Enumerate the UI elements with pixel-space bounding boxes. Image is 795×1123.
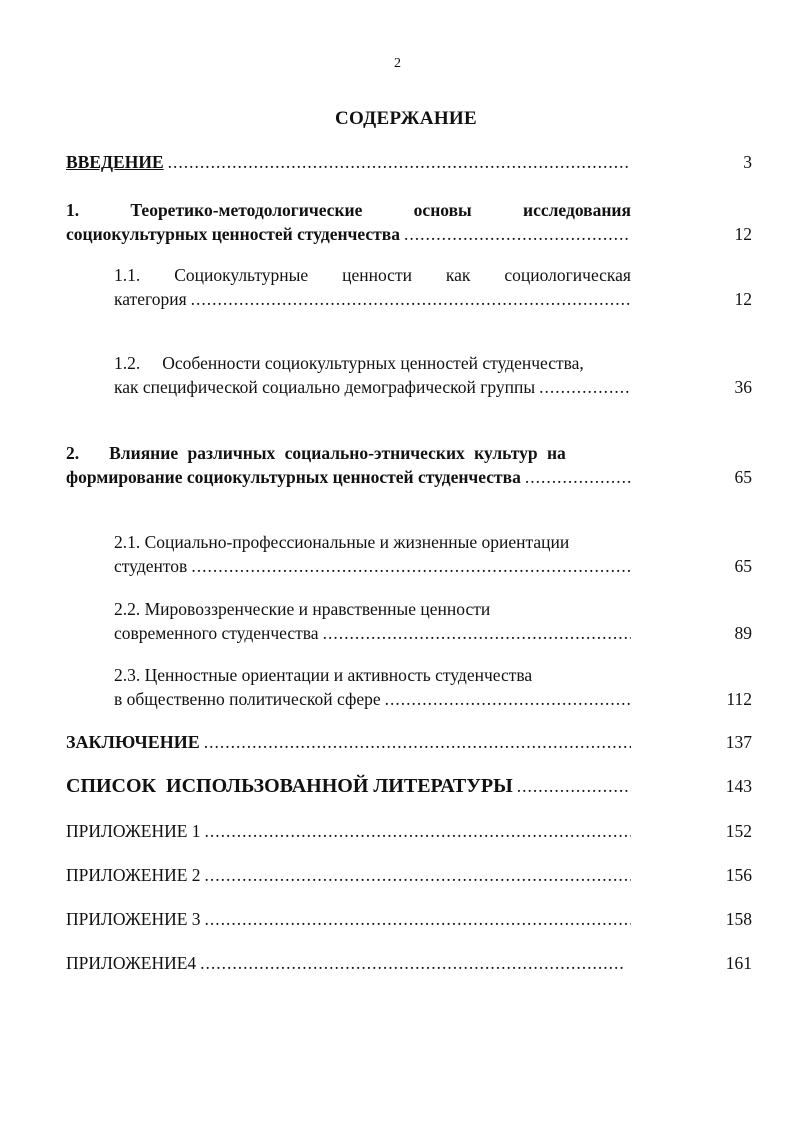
page-number: 2 — [394, 56, 401, 71]
section-title-line-1: 2.2. Мировоззренческие и нравственные ценности — [114, 599, 491, 619]
toc-page-number: 161 — [725, 953, 752, 973]
section-title-line-1: 2.1. Социально-профессиональные и жизненные ориентации — [114, 532, 570, 552]
toc-entry-label: ПРИЛОЖЕНИЕ4 — [66, 953, 197, 973]
toc-entry-label: СПИСОК ИСПОЛЬЗОВАННОЙ ЛИТЕРАТУРЫ — [66, 775, 513, 797]
leader-dots — [191, 554, 631, 578]
leader-dots — [191, 287, 631, 311]
section-title-line-1: 2.3. Ценностные ориентации и активность студенчества — [114, 665, 533, 685]
toc-entry-appendix-1[interactable] — [66, 819, 631, 843]
toc-page-number: 65 — [734, 556, 752, 576]
toc-page-number: 65 — [734, 467, 752, 487]
toc-entry-section-1-2[interactable] — [114, 351, 631, 399]
toc-entry-appendix-2[interactable] — [66, 863, 631, 887]
section-number: 1.1. — [114, 265, 141, 285]
toc-entry-intro[interactable] — [66, 150, 631, 174]
toc-entry-section-2-1[interactable] — [114, 530, 631, 578]
section-title-word: как — [445, 265, 471, 285]
leader-dots — [168, 150, 631, 174]
toc-page-number: 3 — [743, 152, 752, 172]
toc-page-number: 12 — [734, 224, 752, 244]
toc-entry-appendix-3[interactable] — [66, 907, 631, 931]
section-title-line-2: как специфической социально демографической группы — [114, 377, 536, 397]
toc-page-number: 158 — [725, 909, 752, 929]
section-title-line-2: современного студенчества — [114, 623, 319, 643]
chapter-title-word: исследования — [523, 200, 631, 220]
leader-dots — [539, 375, 631, 399]
toc-entry-label: ВВЕДЕНИЕ — [66, 152, 164, 172]
toc-entry-label: ПРИЛОЖЕНИЕ 3 — [66, 909, 201, 929]
toc-entry-chapter-2[interactable] — [66, 441, 631, 489]
section-title-line-2: категория — [114, 289, 187, 309]
leader-dots — [200, 951, 624, 975]
toc-page-number: 36 — [734, 377, 752, 397]
toc-entry-label: ПРИЛОЖЕНИЕ 2 — [66, 865, 201, 885]
chapter-title-line-2: формирование социокультурных ценностей студенчества — [66, 467, 521, 487]
toc-entry-section-2-3[interactable] — [114, 663, 631, 711]
toc-page-number: 152 — [725, 821, 752, 841]
toc-entry-appendix-4[interactable] — [66, 951, 624, 975]
leader-dots — [385, 687, 631, 711]
toc-entry-section-2-2[interactable] — [114, 597, 631, 645]
section-title-line-1: Особенности социокультурных ценностей студенчества, — [162, 353, 584, 373]
leader-dots — [517, 774, 631, 798]
chapter-number: 2. — [66, 443, 80, 463]
toc-entry-label: ЗАКЛЮЧЕНИЕ — [66, 732, 200, 752]
section-title-word: ценности — [342, 265, 412, 285]
toc-page-number: 12 — [734, 289, 752, 309]
toc-page-number: 156 — [725, 865, 752, 885]
toc-entry-section-1-1[interactable] — [114, 263, 631, 311]
toc-page-number: 89 — [734, 623, 752, 643]
toc-entry-conclusion[interactable] — [66, 730, 631, 754]
chapter-title-word: Теоретико-методологические — [130, 200, 363, 220]
toc-page-number: 112 — [726, 689, 752, 709]
chapter-title-line-2: социокультурных ценностей студенчества — [66, 224, 400, 244]
chapter-title-word: основы — [413, 200, 472, 220]
toc-entry-chapter-1[interactable] — [66, 198, 631, 246]
section-title-line-2: в общественно политической сфере — [114, 689, 381, 709]
section-title-word: социологическая — [504, 265, 631, 285]
section-title-line-2: студентов — [114, 556, 188, 576]
leader-dots — [404, 222, 631, 246]
leader-dots — [205, 819, 631, 843]
toc-entry-references[interactable] — [66, 774, 631, 798]
leader-dots — [205, 863, 631, 887]
leader-dots — [525, 465, 631, 489]
leader-dots — [205, 907, 631, 931]
section-number: 1.2. — [114, 353, 141, 373]
chapter-title-line-1: Влияние различных социально-этнических культур на — [109, 443, 566, 463]
chapter-number: 1. — [66, 200, 80, 220]
section-title-word: Социокультурные — [174, 265, 309, 285]
toc-title: СОДЕРЖАНИЕ — [335, 108, 477, 129]
toc-page-number: 137 — [725, 732, 752, 752]
leader-dots — [323, 621, 631, 645]
toc-entry-label: ПРИЛОЖЕНИЕ 1 — [66, 821, 201, 841]
leader-dots — [204, 730, 631, 754]
toc-page-number: 143 — [725, 776, 752, 796]
